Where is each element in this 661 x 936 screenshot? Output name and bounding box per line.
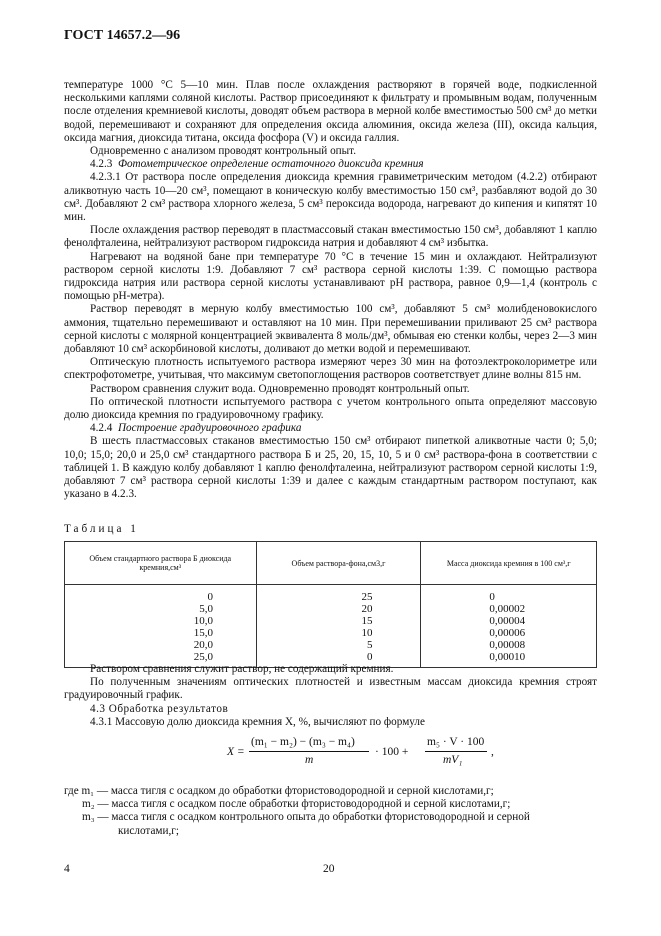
cell-value: 5 (367, 639, 373, 651)
paragraph: Раствор переводят в мерную колбу вместимостью 100 см³, добавляют 5 см³ молибденовокислого аммония, тщательно перемешивают и оставляют на 10 мин. При перемешивании приливают 25 см³ раствора серной кислоты с молярной концентрацией эквивалента 8 моль/дм³, обмывая ею стенки колбы, через 2—3 мин добавляют 10 см³ аскорбиновой кислоты, доливают до метки водой и перемешивают. (64, 303, 597, 356)
definition-line: m₃ — масса тигля с осадком контрольного опыта до обработки фтористоводородной и серной (82, 811, 530, 824)
definition-line: m₂ — масса тигля с осадком после обработки фтористоводородной и серной кислотами,г; (82, 798, 511, 811)
paragraph: Нагревают на водяной бане при температуре 70 °С в течение 15 мин и охлаждают. Нейтрализуют раствором серной кислоты 1:9. Добавляют 7 см³ раствора серной кислоты 1:39. С помощью раствора гидроксида натрия или раствора серной кислоты устанавливают рН раствора, равное 0,9—1,4 (контроль с помощью рН-метра). (64, 250, 597, 303)
cell-value: 0,00008 (489, 639, 526, 651)
cell-value: 0,00002 (489, 603, 526, 615)
cell-value: 0 (489, 591, 495, 603)
document-header: ГОСТ 14657.2—96 (64, 28, 181, 43)
page-number-left: 4 (64, 863, 70, 875)
paragraph: температуре 1000 °С 5—10 мин. Плав после охлаждения растворяют в горячей воде, подкисленной несколькими каплями соляной кислоты. Раствор присоединяют к фильтрату и промывным водам, полученным после отделения кремниевой кислоты, доводят объем раствора в мерной колбе вместимостью 500 см³ до метки водой, перемешивают и сохраняют для определения оксида алюминия, оксида железа (III), оксида кальция, оксида магния, диоксида титана, оксида фосфора (V) и оксида галлия. (64, 79, 597, 144)
column-header: Масса диоксида кремния в 100 см³,г (421, 542, 597, 585)
table-caption: Таблица 1 (64, 523, 139, 535)
definition-line: где m₁ — масса тигля с осадком до обработки фтористоводородной и серной кислотами,г; (64, 785, 494, 797)
column-header: Объем раствора-фона,см3,г (256, 542, 421, 585)
formula-numerator: (m₁ − m₂) − (m₃ − m₄) (251, 736, 355, 748)
formula-numerator: m₅ · V · 100 (427, 736, 485, 748)
section-heading (64, 422, 597, 435)
cell-value: 10,0 (193, 615, 213, 627)
cell-value: 0,00006 (489, 627, 526, 639)
page-number-center: 20 (323, 863, 335, 875)
cell-value: 0 (207, 591, 213, 603)
fraction-bar (425, 751, 487, 752)
formula-middle: · 100 + (375, 746, 409, 758)
cell-value: 10 (361, 627, 373, 639)
cell-value: 25,0 (193, 651, 213, 663)
section-heading (64, 158, 597, 171)
formula-denominator: mV₁ (443, 754, 463, 766)
section-heading: 4.3 Обработка результатов (90, 702, 229, 715)
table-header-row (65, 542, 597, 585)
table-cell (421, 585, 597, 668)
formula (227, 734, 627, 774)
formula-denominator: m (305, 754, 314, 766)
paragraph: Одновременно с анализом проводят контрольный опыт. (90, 145, 357, 158)
cell-value: 20 (361, 603, 373, 615)
table-cell (256, 585, 421, 668)
cell-value: 15 (361, 615, 373, 627)
section-title: Фотометрическое определение остаточного диоксида кремния (117, 158, 424, 171)
paragraph: 4.3.1 Массовую долю диоксида кремния X, %, вычисляют по формуле (90, 715, 425, 728)
column-header: Объем стандартного раствора Б диоксида кремния,см³ (65, 542, 257, 585)
cell-value: 5,0 (199, 603, 213, 615)
cell-value: 20,0 (193, 639, 213, 651)
formula-lhs: X = (227, 746, 245, 758)
paragraph: По оптической плотности испытуемого раствора с учетом контрольного опыта определяют массовую долю диоксида кремния по градуировочному графику. (64, 395, 597, 422)
table-row (65, 585, 597, 668)
paragraph: 4.2.3.1 От раствора после определения диоксида кремния гравиметрическим методом (4.2.2) отбирают аликвотную часть 10—20 см³, помещают в коническую колбу вместимостью 150 см³, разбавляют водой до 30 см³. Добавляют 2 см³ раствора хлорного железа, 5 см³ пероксида водорода, нагревают до кипения и кипятят 10 мин. (64, 171, 597, 224)
paragraph: Оптическую плотность испытуемого раствора измеряют через 30 мин на фотоэлектроколориметре или спектрофотометре, учитывая, что максимум светопоглощения растворов соответствует длине волны 815 нм. (64, 356, 597, 382)
data-table (64, 541, 597, 668)
paragraph: Раствором сравнения служит вода. Одновременно проводят контрольный опыт. (90, 382, 470, 395)
formula-tail: , (491, 746, 494, 758)
paragraph: Раствором сравнения служит раствор, не содержащий кремния. (90, 663, 394, 675)
cell-value: 15,0 (193, 627, 213, 639)
definition-line: кислотами,г; (118, 824, 179, 837)
body-lower (64, 663, 597, 729)
cell-value: 0 (367, 651, 373, 663)
cell-value: 0,00010 (489, 651, 526, 663)
table-cell (65, 585, 257, 668)
fraction-bar (249, 751, 369, 752)
body-upper (64, 79, 597, 502)
cell-value: 0,00004 (489, 615, 526, 627)
paragraph: После охлаждения раствор переводят в пластмассовый стакан вместимостью 150 см³, добавляют 1 каплю фенолфталеина, нейтрализуют раствором гидроксида натрия и добавляют 4 см³ избытка. (64, 224, 597, 250)
cell-value: 25 (361, 591, 373, 603)
section-number: 4.2.4 (90, 422, 113, 435)
paragraph: В шесть пластмассовых стаканов вместимостью 150 см³ отбирают пипеткой аликвотные части 0; 5,0; 10,0; 15,0; 20,0 и 25,0 см³ стандартного раствора Б и 25, 20, 15, 10, 5 и 0 см³ раствора-фона в соответствии с таблицей 1. В каждую колбу добавляют 1 каплю фенолфталеина, нейтрализуют раствором серной кислоты 1:9, добавляют 7 см³ раствора серной кислоты 1:39 и далее с каждым стандартным раствором поступают, как указано в 4.2.3. (64, 435, 597, 501)
variable-definitions (64, 785, 597, 838)
paragraph: По полученным значениям оптических плотностей и известным массам диоксида кремния строят градуировочный график. (64, 676, 597, 702)
section-number: 4.2.3 (90, 158, 113, 171)
section-title: Построение градуировочного графика (117, 422, 302, 435)
